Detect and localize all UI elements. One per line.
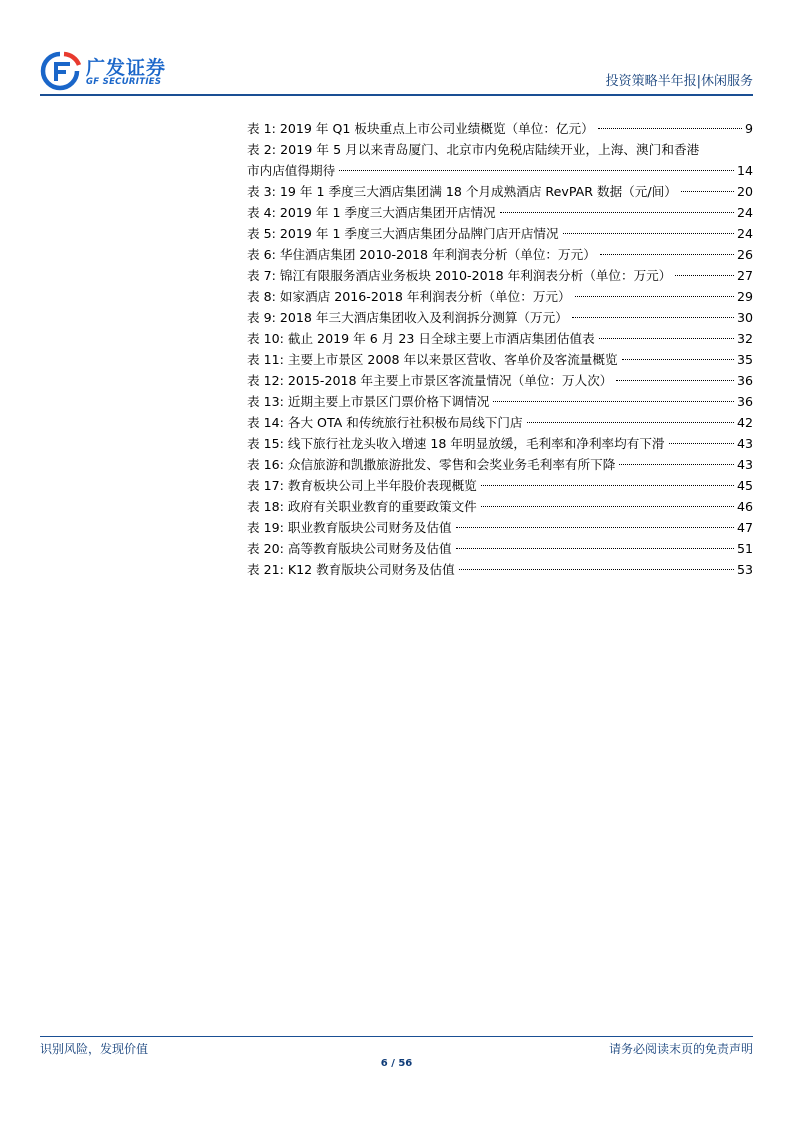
page-number: 6 / 56	[380, 1058, 413, 1069]
toc-entry-label: 表 12: 2015-2018 年主要上市景区客流量情况（单位：万人次）	[247, 373, 613, 388]
toc-entry[interactable]	[247, 202, 753, 223]
toc-entry-page: 29	[736, 289, 753, 304]
toc-entry-page: 43	[736, 436, 753, 451]
toc-entry-page: 9	[744, 121, 753, 136]
toc-leader-dots	[619, 464, 734, 465]
toc-entry-page: 47	[736, 520, 753, 535]
toc-entry-page: 14	[736, 163, 753, 178]
page-header	[40, 50, 753, 92]
toc-leader-dots	[572, 317, 734, 318]
toc-entry-page: 53	[736, 562, 753, 577]
toc-entry[interactable]	[247, 454, 753, 475]
toc-leader-dots	[481, 506, 734, 507]
toc-entry-label: 表 4: 2019 年 1 季度三大酒店集团开店情况	[247, 205, 496, 220]
toc-entry-label: 表 8: 如家酒店 2016-2018 年利润表分析（单位：万元）	[247, 289, 571, 304]
toc-entry-label: 表 11: 主要上市景区 2008 年以来景区营收、客单价及客流量概览	[247, 352, 618, 367]
toc-entry-page: 42	[736, 415, 753, 430]
toc-entry-label: 表 1: 2019 年 Q1 板块重点上市公司业绩概览（单位：亿元）	[247, 121, 594, 136]
toc-entry[interactable]	[247, 223, 753, 244]
logo-english-name: GF SECURITIES	[86, 77, 162, 87]
toc-entry-page: 27	[736, 268, 753, 283]
toc-leader-dots	[459, 569, 734, 570]
gf-logo-icon	[40, 51, 82, 91]
toc-leader-dots	[500, 212, 734, 213]
toc-leader-dots	[481, 485, 734, 486]
toc-entry-label: 表 7: 锦江有限服务酒店业务板块 2010-2018 年利润表分析（单位：万元）	[247, 268, 672, 283]
toc-leader-dots	[456, 527, 734, 528]
toc-entry-page: 36	[736, 394, 753, 409]
toc-entry[interactable]	[247, 328, 753, 349]
toc-entry[interactable]	[247, 475, 753, 496]
toc-leader-dots	[598, 128, 742, 129]
footer-disclaimer-note: 请务必阅读末页的免责声明	[608, 1042, 753, 1056]
toc-entry-page: 43	[736, 457, 753, 472]
toc-entry[interactable]	[247, 433, 753, 454]
toc-entry[interactable]	[247, 265, 753, 286]
toc-entry-label: 表 3: 19 年 1 季度三大酒店集团满 18 个月成熟酒店 RevPAR 数据（元/间）	[247, 184, 677, 199]
toc-entry[interactable]	[247, 559, 753, 580]
toc-leader-dots	[600, 254, 734, 255]
toc-entry-page: 51	[736, 541, 753, 556]
toc-entry-page: 32	[736, 331, 753, 346]
toc-entry-label: 表 14: 各大 OTA 和传统旅行社积极布局线下门店	[247, 415, 523, 430]
toc-entry[interactable]	[247, 244, 753, 265]
toc-entry[interactable]	[247, 496, 753, 517]
toc-leader-dots	[456, 548, 734, 549]
footer-slogan: 识别风险，发现价值	[40, 1042, 149, 1056]
toc-entry-label: 表 19: 职业教育版块公司财务及估值	[247, 520, 452, 535]
toc-entry[interactable]	[247, 118, 753, 139]
toc-leader-dots	[527, 422, 734, 423]
company-logo	[40, 50, 180, 92]
toc-entry[interactable]	[247, 181, 753, 202]
toc-entry-page: 36	[736, 373, 753, 388]
toc-entry-label: 表 6: 华住酒店集团 2010-2018 年利润表分析（单位：万元）	[247, 247, 596, 262]
toc-entry[interactable]	[247, 538, 753, 559]
toc-entry-label: 表 20: 高等教育版块公司财务及估值	[247, 541, 452, 556]
toc-entry-page: 30	[736, 310, 753, 325]
toc-leader-dots	[675, 275, 734, 276]
toc-entry-page: 24	[736, 226, 753, 241]
toc-entry[interactable]	[247, 412, 753, 433]
toc-entry-page: 24	[736, 205, 753, 220]
toc-entry-label: 表 13: 近期主要上市景区门票价格下调情况	[247, 394, 490, 409]
toc-entry[interactable]	[247, 307, 753, 328]
toc-entry[interactable]	[247, 349, 753, 370]
toc-entry-label-line1: 表 2: 2019 年 5 月以来青岛厦门、北京市内免税店陆续开业，上海、澳门和香港	[247, 142, 700, 157]
toc-entry-page: 35	[736, 352, 753, 367]
toc-entry[interactable]	[247, 370, 753, 391]
logo-chinese-name: 广发证券	[86, 57, 167, 79]
toc-entry[interactable]	[247, 286, 753, 307]
toc-leader-dots	[681, 191, 734, 192]
toc-entry-label: 表 5: 2019 年 1 季度三大酒店集团分品牌门店开店情况	[247, 226, 559, 241]
toc-leader-dots	[563, 233, 734, 234]
toc-entry-page: 45	[736, 478, 753, 493]
toc-entry[interactable]	[247, 139, 753, 181]
toc-entry-label: 市内店值得期待	[247, 163, 336, 178]
toc-entry-label: 表 10: 截止 2019 年 6 月 23 日全球主要上市酒店集团估值表	[247, 331, 595, 346]
toc-leader-dots	[575, 296, 734, 297]
toc-leader-dots	[493, 401, 734, 402]
table-of-tables	[247, 118, 753, 580]
toc-leader-dots	[669, 443, 734, 444]
toc-entry-label: 表 18: 政府有关职业教育的重要政策文件	[247, 499, 477, 514]
toc-entry-label: 表 17: 教育板块公司上半年股价表现概览	[247, 478, 477, 493]
toc-leader-dots	[622, 359, 734, 360]
header-divider	[40, 94, 753, 96]
footer-divider	[40, 1036, 753, 1037]
toc-entry-page: 20	[736, 184, 753, 199]
toc-entry[interactable]	[247, 517, 753, 538]
toc-entry-label: 表 21: K12 教育版块公司财务及估值	[247, 562, 455, 577]
toc-entry-label: 表 9: 2018 年三大酒店集团收入及利润拆分测算（万元）	[247, 310, 568, 325]
toc-entry-label: 表 16: 众信旅游和凯撒旅游批发、零售和会奖业务毛利率有所下降	[247, 457, 616, 472]
toc-entry-label: 表 15: 线下旅行社龙头收入增速 18 年明显放缓，毛利率和净利率均有下滑	[247, 436, 665, 451]
toc-entry-page: 46	[736, 499, 753, 514]
toc-entry-page: 26	[736, 247, 753, 262]
toc-leader-dots	[599, 338, 734, 339]
toc-leader-dots	[339, 170, 734, 171]
toc-leader-dots	[616, 380, 734, 381]
report-type: 投资策略半年报|休闲服务	[605, 74, 753, 89]
toc-entry[interactable]	[247, 391, 753, 412]
